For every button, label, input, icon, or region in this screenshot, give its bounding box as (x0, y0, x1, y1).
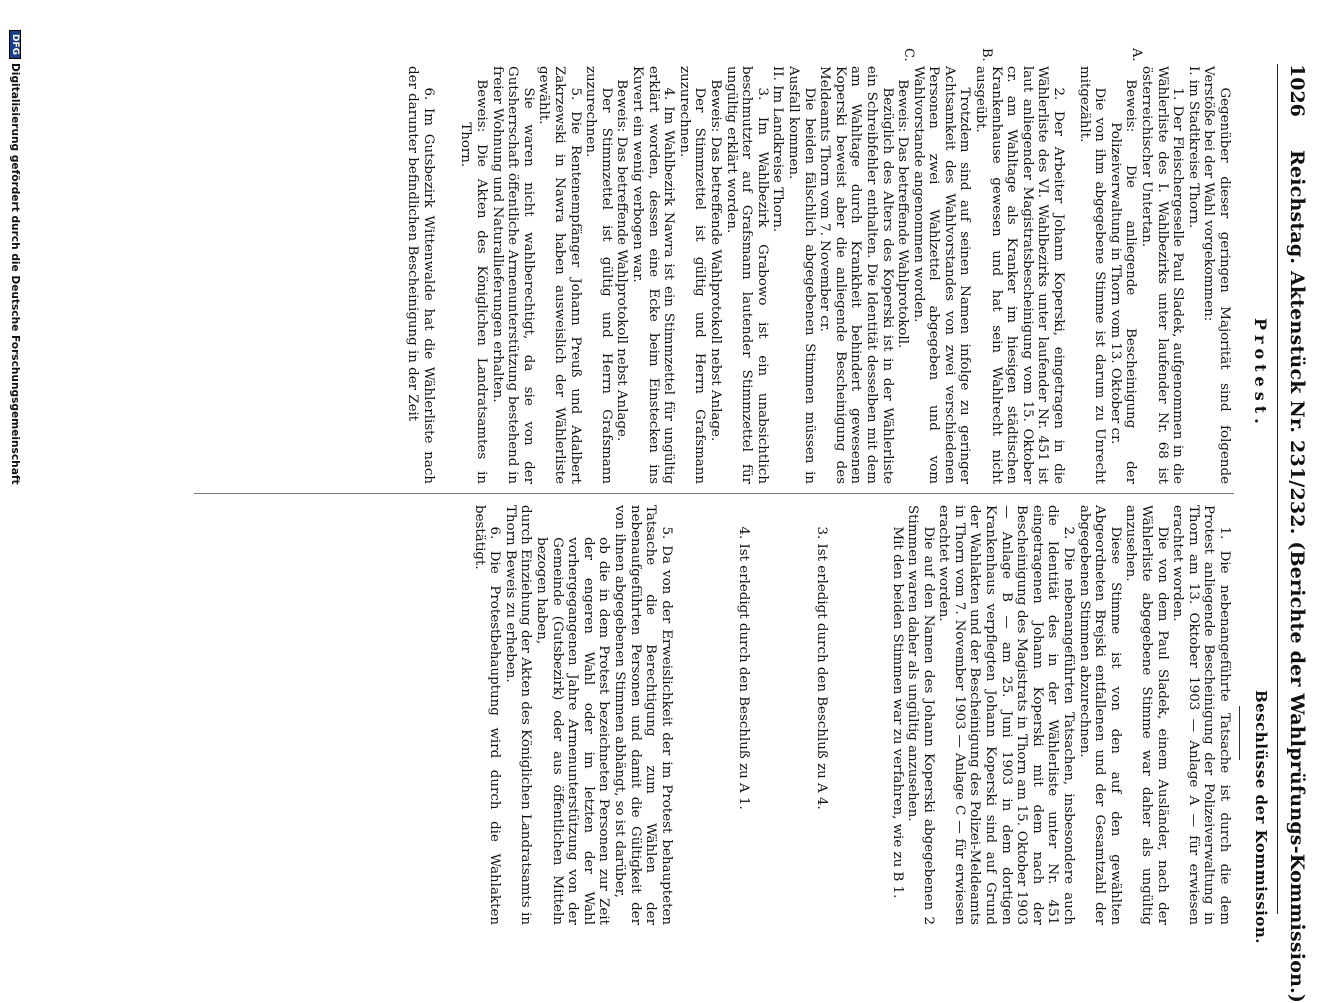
evidence-line: Beweis: Das betreffende Wahlprotokoll nebst Anlage. (708, 79, 723, 442)
paragraph: Die auf den Namen des Johann Koperski abgegebenen 2 Stimmen waren daher als ungültig anzusehen. (905, 505, 936, 925)
section-heading: I. im Stadtkreise Thorn. (1185, 66, 1201, 229)
heading-underline (1239, 706, 1240, 760)
paragraph: Die von dem Paul Sladek, einem Ausländer, nach der Wählerliste abgegebene Stimme war daher als ungültig anzusehen. (1123, 505, 1170, 925)
paragraph: 4. Im Wahlbezirk Nawra ist ein Stimmzettel für ungültig erklärt worden, dessen eine Ecke beim Einstecken ins Kuvert ein wenig verbogen war. (630, 66, 677, 484)
paragraph: 5. Die Rentenempfänger Johann Preuß und Adalbert Zakrzewski in Nawra haben ausweislich der Wählerliste gewählt. (536, 66, 583, 484)
page-header (1278, 64, 1308, 1003)
left-column (405, 66, 1232, 484)
digitization-credit (9, 30, 21, 485)
paragraph: Mit den beiden Stimmen war zu verfahren, wie zu B 1. (889, 526, 905, 899)
margin-mark-b: B. (979, 48, 994, 62)
paragraph: Diese Stimme ist von den auf den gewählten Abgeordneten Brejski entfallenen und der Gesamtzahl der abgegebenen Stimmen abzurechnen. (1076, 505, 1123, 925)
dfg-logo: DFG (9, 30, 21, 59)
evidence-line: Beweis: Die anliegende Bescheinigung der Polizeiverwaltung in Thorn vom 13. Oktober cr. (1107, 79, 1139, 484)
evidence-line: Beweis: Das betreffende Wahlprotokoll nebst Anlage. (614, 79, 630, 442)
paragraph: 1. Die nebenangeführte Tatsache ist durch die dem Protest anliegende Bescheinigung der Polizeiverwaltung in Thorn am 13. Oktober 1903 — Anlage A — für erwiesen erachtet worden. (1170, 505, 1232, 925)
paragraph: 1. Der Fleischergeselle Paul Sladek, aufgenommen in die Wählerliste des I. Wahlbezirks unter laufender Nr. 68 ist österreichischer Untertan. (1139, 66, 1186, 484)
paragraph: Sie waren nicht wahlberechtigt, da sie von der Gutsherrschaft öffentliche Armenunterstützung bestehend in freier Wohnung und Naturallieferungen erhalten. (489, 66, 536, 484)
margin-mark-a: A. (1129, 48, 1144, 62)
paragraph: ob die in dem Protest bezeichneten Personen zur Zeit der engeren Wahl oder im letzten der Wahl vorhergegangenen Jahre Armenunterstützung von der Gemeinde (Gutsbezirk) oder aus öffentlichen Mitteln bezogen haben, (534, 537, 612, 925)
paragraph: 4. Ist erledigt durch den Beschluß zu A 1. (736, 526, 752, 810)
section-heading: II. Im Landkreise Thorn. (770, 66, 786, 233)
paragraph: Der Stimmzettel ist gültig und Herrn Grafsmann zuzurechnen. (676, 66, 708, 484)
page-number: 1026 (1286, 64, 1308, 117)
paragraph: 6. Im Gutsbezirk Wittenwalde hat die Wählerliste nach der darunter befindlichen Bescheinigung in der Zeit (405, 66, 436, 484)
paragraph: 2. Der Arbeiter Johann Koperski, eingetragen in die Wählerliste des VI. Wahlbezirks unter laufender Nr. 451 ist laut anliegender Magistratsbescheinigung vom 15. Oktober cr. am Wahltage als Kranker im hiesigen städtischen Krankenhause gewesen und hat sein Wahlrecht nicht ausgeübt. (973, 66, 1067, 484)
paragraph: 2. Die nebenangeführten Tatsachen, insbesondere auch die Identität des in der Wählerliste unter Nr. 451 eingetragenen Johann Koperski mit dem nach der Bescheinigung des Magistrats in Thorn am 15. Oktober 1903 — Anlage B — am 25. Juni 1903 in dem dortigen Krankenhaus verpflegten Johann Koperski sind auf Grund der Wahlakten und der Bescheinigung des Polizei-Meldeamts in Thorn vom 7. November 1903 — Anlage C — für erwiesen erachtet worden. (936, 505, 1077, 925)
left-column-heading: Protest. (1251, 318, 1270, 429)
paragraph: Gegenüber dieser geringen Majorität sind folgende Verstöße bei der Wahl vorgekommen: (1201, 66, 1232, 484)
running-title: Reichstag. Aktenstück Nr. 231/232. (Berichte der Wahlprüfungs-Kommission.) (1286, 150, 1308, 1003)
paragraph: 6. Die Protestbehauptung wird durch die Wahlakten bestätigt. (471, 505, 503, 925)
paragraph: 3. Im Wahlbezirk Grabowo ist ein unabsichtlich beschmutzter auf Grafsmann lautender Stimmzettel für ungültig erklärt worden. (723, 66, 770, 484)
paragraph: 5. Da von der Erweislichkeit der im Protest behaupteten Tatsache die Berechtigung zum Wählen der nebenaufgeführten Personen und damit die Gültigkeit der von ihnen abgegebenen Stimmen abhängt, so ist darüber, (611, 505, 674, 925)
paragraph: durch Einziehung der Akten des Königlichen Landratsamts in Thorn Beweis zu erheben. (502, 505, 534, 925)
margin-mark-c: C. (901, 48, 916, 62)
header-rule (1277, 64, 1278, 914)
paragraph: Die beiden fälschlich abgegebenen Stimmen müssen in Ausfall kommen. (785, 66, 817, 484)
evidence-line: Beweis: Das betreffende Wahlprotokoll. (895, 79, 911, 349)
paragraph: Bezüglich des Alters des Koperski ist in der Wählerliste ein Schreibfehler enthalten. Die Identität desselben mit dem am Wahltage durch Krankheit behindert gewesenen Koperski beweist aber die anliegende Bescheinigung des Meldeamts Thorn vom 7. November cr. (817, 66, 895, 484)
column-divider (194, 493, 1234, 494)
evidence-line: Beweis: Die Akten des Königlichen Landratsamtes in Thorn. (458, 79, 490, 484)
paragraph: Die von ihm abgegebene Stimme ist darum zu Unrecht mitgezählt. (1076, 66, 1108, 484)
paragraph: Trotzdem sind auf seinen Namen infolge zu geringer Achtsamkeit des Wahlvorstandes von zwei verschiedenen Personen zwei Wahlzettel abgegeben und vom Wahlvorstande angenommen worden. (910, 66, 973, 484)
right-column (471, 505, 1232, 925)
right-column-heading: Beschlüsse der Kommission. (1252, 690, 1270, 944)
paragraph: Der Stimmzettel ist gültig und Herrn Grafsmann zuzurechnen. (583, 66, 614, 484)
credit-text: Digitalisierung gefördert durch die Deutsche Forschungsgemeinschaft (9, 63, 21, 485)
paragraph: 3. Ist erledigt durch den Beschluß zu A 4. (813, 526, 829, 810)
